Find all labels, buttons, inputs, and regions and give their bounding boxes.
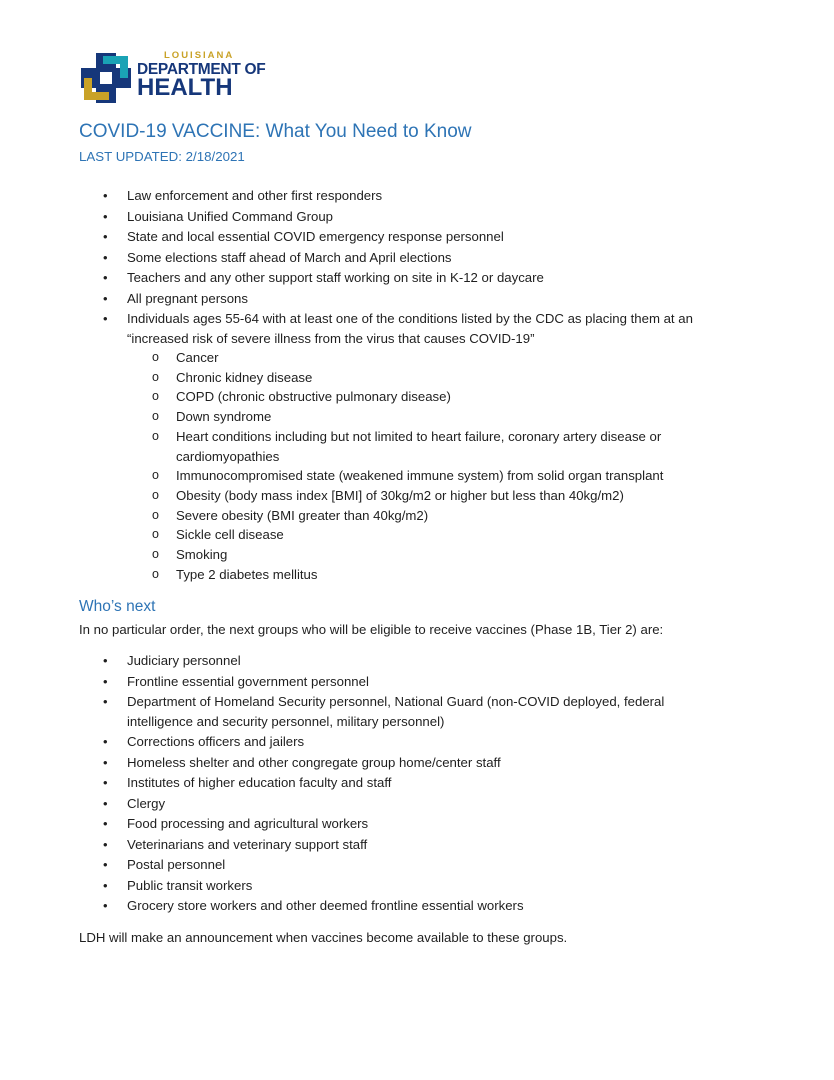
bullet-icon: • (103, 775, 108, 790)
sub-bullet-icon: o (152, 409, 159, 424)
list-item: • Individuals ages 55-64 with at least one of the conditions listed by the CDC as placing them at an “increased risk of severe illness from the virus that causes COVID-19” o Cancer o Chronic kidney disease o COPD (chronic obstructive pulmonary disease) o Down syndrome o Heart conditions including but not limited to heart failure, coronary artery disease or cardiomyopathies o Immunocompromised state (weakened immune system) from solid organ transplant o Obesity (body mass index [BMI] of 30kg/m2 or higher but less than 40kg/m2) o Severe obesity (BMI greater than 40kg/m2) o Sickle cell disease o Smoking o Type 2 diabetes mellitus (0, 309, 834, 584)
eligible-groups-list (0, 186, 834, 584)
sub-bullet-icon: o (152, 468, 159, 483)
condition-item: o Type 2 diabetes mellitus (0, 565, 834, 585)
bullet-icon: • (103, 673, 108, 689)
bullet-icon: • (103, 816, 108, 831)
list-item: • Law enforcement and other first responders (0, 186, 834, 206)
condition-item: o COPD (chronic obstructive pulmonary disease) (0, 387, 834, 407)
bullet-icon: • (103, 208, 108, 224)
whos-next-heading: Who’s next (79, 598, 156, 615)
bullet-icon: • (103, 877, 108, 893)
sub-bullet-icon: o (152, 527, 159, 542)
list-item: • Judiciary personnel (0, 651, 834, 671)
list-item: • Frontline essential government personnel (0, 672, 834, 692)
bullet-icon: • (103, 270, 108, 285)
bullet-icon: • (103, 754, 108, 770)
bullet-icon: • (103, 249, 108, 265)
condition-item: o Chronic kidney disease (0, 368, 834, 388)
condition-item: o Obesity (body mass index [BMI] of 30kg/m2 or higher but less than 40kg/m2) (0, 486, 834, 506)
list-item: • Louisiana Unified Command Group (0, 207, 834, 227)
logo-line-health: HEALTH (137, 74, 233, 101)
bullet-icon: • (103, 734, 108, 749)
list-item: • Food processing and agricultural workers (0, 814, 834, 834)
last-updated: LAST UPDATED: 2/18/2021 (79, 149, 245, 164)
sub-bullet-icon: o (152, 369, 159, 384)
page-title: COVID-19 VACCINE: What You Need to Know (79, 121, 472, 142)
list-item: • Homeless shelter and other congregate group home/center staff (0, 753, 834, 773)
health-cross-icon (81, 53, 131, 103)
sub-bullet-icon: o (152, 547, 159, 562)
list-item: • State and local essential COVID emergency response personnel (0, 227, 834, 247)
condition-item: o Cancer (0, 348, 834, 368)
list-item: • Clergy (0, 794, 834, 814)
bullet-icon: • (103, 898, 108, 913)
list-item: • Department of Homeland Security personnel, National Guard (non-COVID deployed, federal intelligence and security personnel, military personnel) (103, 694, 665, 729)
logo-line-louisiana: LOUISIANA (164, 50, 235, 61)
conditions-list (0, 348, 834, 584)
bullet-icon: • (103, 290, 108, 306)
list-item: • Corrections officers and jailers (0, 732, 834, 752)
bullet-icon: • (103, 653, 108, 668)
condition-item: o Immunocompromised state (weakened immune system) from solid organ transplant (0, 466, 834, 486)
condition-item: o Heart conditions including but not limited to heart failure, coronary artery disease or cardiomyopathies (152, 428, 662, 464)
bullet-icon: • (103, 229, 108, 244)
list-item: • Veterinarians and veterinary support staff (0, 835, 834, 855)
list-item: • Teachers and any other support staff working on site in K-12 or daycare (0, 268, 834, 288)
condition-item: o Smoking (0, 545, 834, 565)
sub-bullet-icon: o (152, 487, 159, 502)
sub-bullet-icon: o (152, 428, 159, 443)
next-groups-list (0, 651, 834, 916)
logo-line-department: DEPARTMENT OF (137, 61, 266, 78)
sub-bullet-icon: o (152, 507, 159, 522)
condition-item: o Sickle cell disease (0, 525, 834, 545)
bullet-icon: • (103, 188, 108, 203)
whos-next-intro: In no particular order, the next groups who will be eligible to receive vaccines (Phase 1B, Tier 2) are: (79, 622, 664, 637)
condition-item: o Down syndrome (0, 407, 834, 427)
ldh-logo (81, 50, 281, 106)
sub-bullet-icon: o (152, 350, 159, 364)
list-item: • Grocery store workers and other deemed frontline essential workers (0, 896, 834, 916)
list-item: • Public transit workers (0, 876, 834, 896)
bullet-icon: • (103, 795, 108, 811)
list-item: • Institutes of higher education faculty and staff (0, 773, 834, 793)
bullet-icon: • (103, 311, 108, 326)
condition-item: o Severe obesity (BMI greater than 40kg/m2) (0, 506, 834, 526)
sub-bullet-icon: o (152, 566, 159, 581)
list-item: • Some elections staff ahead of March and April elections (0, 248, 834, 268)
bullet-icon: • (103, 836, 108, 852)
list-item: • Postal personnel (0, 855, 834, 875)
sub-bullet-icon: o (152, 389, 159, 404)
announcement-text: LDH will make an announcement when vaccines become available to these groups. (79, 930, 568, 945)
bullet-icon: • (103, 857, 108, 872)
list-item: • All pregnant persons (0, 289, 834, 309)
bullet-icon: • (103, 694, 108, 709)
